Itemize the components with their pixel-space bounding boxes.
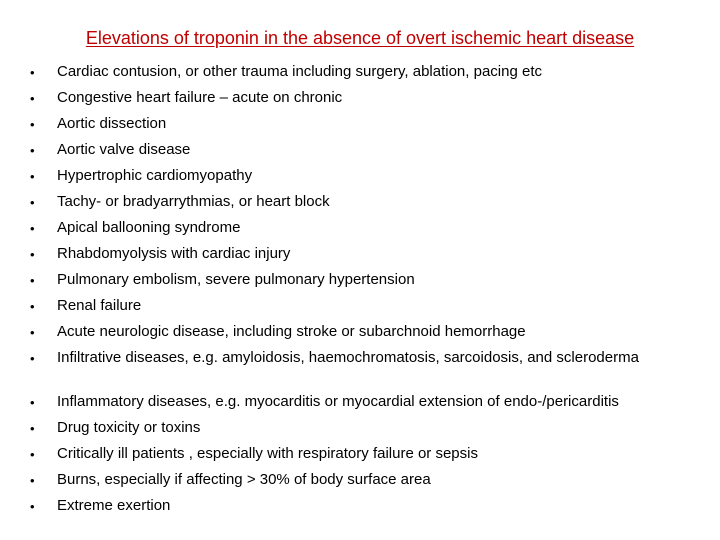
bullet-icon: • — [30, 351, 35, 366]
list-item — [0, 113, 720, 139]
bullet-icon: • — [30, 117, 35, 132]
bullet-icon: • — [30, 299, 35, 314]
bullet-icon: • — [30, 91, 35, 106]
list-item-text: Infiltrative diseases, e.g. amyloidosis, haemochromatosis, sarcoidosis, and scleroderma — [57, 349, 639, 366]
list-item-text: Rhabdomyolysis with cardiac injury — [57, 245, 291, 262]
list-item-text: Congestive heart failure – acute on chronic — [57, 89, 343, 106]
list-item-text: Pulmonary embolism, severe pulmonary hypertension — [57, 271, 415, 288]
list-item — [0, 443, 720, 469]
bullet-icon: • — [30, 395, 35, 410]
list-item-text: Extreme exertion — [57, 497, 171, 514]
bullet-icon: • — [30, 499, 35, 514]
list-item — [0, 469, 720, 495]
list-item-text: Renal failure — [57, 297, 142, 314]
list-item — [0, 217, 720, 243]
bullet-icon: • — [30, 221, 35, 236]
list-item-text: Acute neurologic disease, including stroke or subarchnoid hemorrhage — [57, 323, 526, 340]
list-item — [0, 391, 720, 417]
list-item — [0, 87, 720, 113]
bullet-icon: • — [30, 65, 35, 80]
bullet-icon: • — [30, 325, 35, 340]
list-item-text: Cardiac contusion, or other trauma including surgery, ablation, pacing etc — [57, 63, 542, 80]
bullet-icon: • — [30, 195, 35, 210]
bullet-icon: • — [30, 169, 35, 184]
list-item-text: Apical ballooning syndrome — [57, 219, 241, 236]
bullet-icon: • — [30, 247, 35, 262]
list-item-text: Aortic valve disease — [57, 141, 191, 158]
list-item-text: Critically ill patients , especially with respiratory failure or sepsis — [57, 445, 478, 462]
list-item-text: Inflammatory diseases, e.g. myocarditis or myocardial extension of endo-/pericarditis — [57, 393, 619, 410]
bullet-icon: • — [30, 447, 35, 462]
list-item — [0, 191, 720, 217]
list-item — [0, 269, 720, 295]
slide-title: Elevations of troponin in the absence of overt ischemic heart disease — [85, 28, 635, 48]
list-item — [0, 321, 720, 347]
list-item — [0, 295, 720, 321]
list-item — [0, 495, 720, 521]
list-item-text: Tachy- or bradyarrythmias, or heart block — [57, 193, 330, 210]
bullet-icon: • — [30, 473, 35, 488]
list-item-text: Burns, especially if affecting > 30% of body surface area — [57, 471, 431, 488]
list-item-text: Drug toxicity or toxins — [57, 419, 201, 436]
list-item — [0, 61, 720, 87]
list-item — [0, 243, 720, 269]
bullet-icon: • — [30, 273, 35, 288]
list-item — [0, 139, 720, 165]
list-item — [0, 347, 720, 391]
list-item-text: Hypertrophic cardiomyopathy — [57, 167, 253, 184]
list-item — [0, 165, 720, 191]
bullet-icon: • — [30, 421, 35, 436]
list-item — [0, 417, 720, 443]
list-item-text: Aortic dissection — [57, 115, 167, 132]
bullet-list — [0, 61, 720, 521]
bullet-icon: • — [30, 143, 35, 158]
